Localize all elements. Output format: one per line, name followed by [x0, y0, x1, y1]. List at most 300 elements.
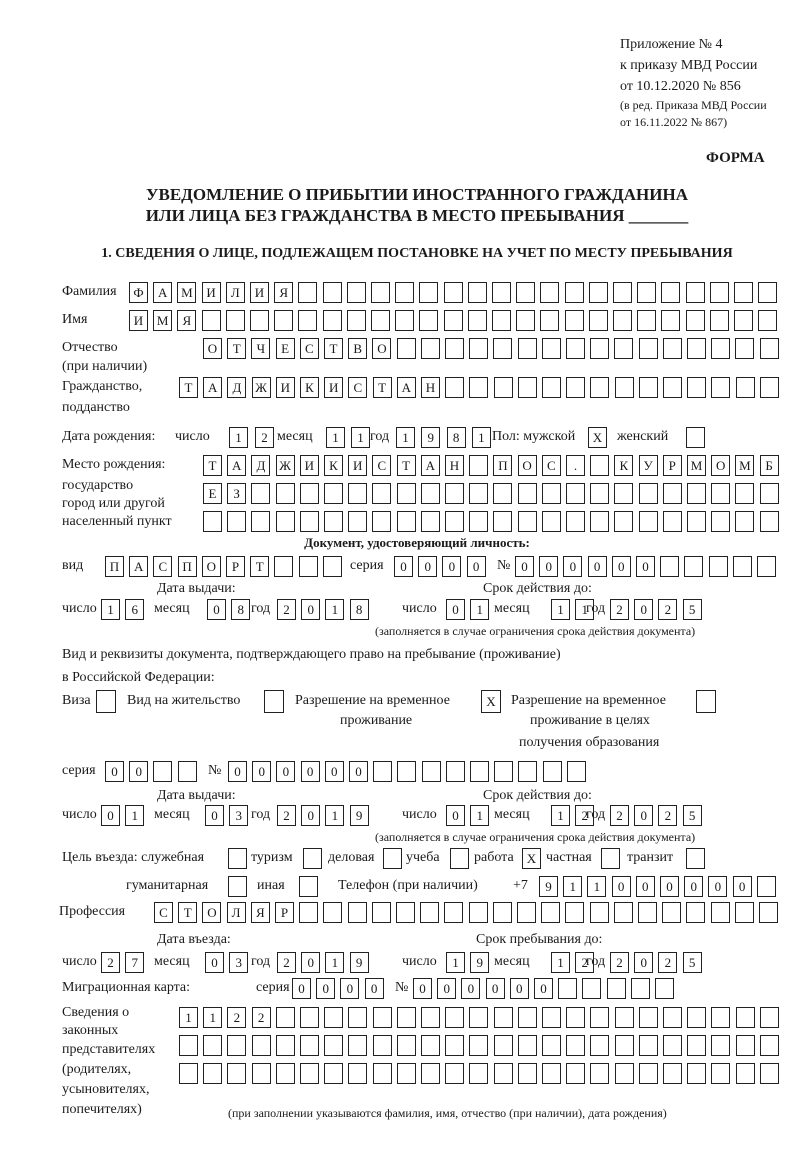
- char-cell[interactable]: М: [687, 455, 706, 476]
- char-cell[interactable]: [203, 1063, 222, 1084]
- char-cell[interactable]: [615, 1007, 634, 1028]
- char-cell[interactable]: 5: [683, 952, 702, 973]
- char-cell[interactable]: [494, 377, 513, 398]
- char-cell[interactable]: [348, 902, 367, 923]
- char-cell[interactable]: [661, 282, 680, 303]
- char-cell[interactable]: [614, 902, 633, 923]
- char-cell[interactable]: [615, 1035, 634, 1056]
- char-cell[interactable]: [711, 1063, 730, 1084]
- char-cell[interactable]: Я: [251, 902, 270, 923]
- checkbox-cell[interactable]: [383, 848, 402, 869]
- char-cell[interactable]: 0: [534, 978, 553, 999]
- char-cell[interactable]: [590, 483, 609, 504]
- char-cell[interactable]: [687, 338, 706, 359]
- char-cell[interactable]: С: [372, 455, 391, 476]
- char-cell[interactable]: [372, 511, 391, 532]
- char-cell[interactable]: [470, 761, 489, 782]
- char-cell[interactable]: [542, 377, 561, 398]
- char-cell[interactable]: 0: [207, 599, 226, 620]
- char-cell[interactable]: 1: [575, 599, 594, 620]
- char-cell[interactable]: [397, 1035, 416, 1056]
- char-cell[interactable]: [203, 511, 222, 532]
- char-cell[interactable]: [373, 761, 392, 782]
- char-cell[interactable]: [639, 511, 658, 532]
- char-cell[interactable]: М: [177, 282, 196, 303]
- char-cell[interactable]: Н: [421, 377, 440, 398]
- char-cell[interactable]: [735, 902, 754, 923]
- char-cell[interactable]: [566, 1035, 585, 1056]
- char-cell[interactable]: П: [178, 556, 197, 577]
- char-cell[interactable]: [227, 1035, 246, 1056]
- char-cell[interactable]: 9: [350, 805, 369, 826]
- char-cell[interactable]: [687, 377, 706, 398]
- char-cell[interactable]: [590, 1007, 609, 1028]
- char-cell[interactable]: [518, 1007, 537, 1028]
- char-cell[interactable]: Т: [203, 455, 222, 476]
- char-cell[interactable]: 0: [446, 599, 465, 620]
- char-cell[interactable]: 0: [316, 978, 335, 999]
- char-cell[interactable]: [492, 310, 511, 331]
- char-cell[interactable]: [566, 1007, 585, 1028]
- char-cell[interactable]: 0: [708, 876, 727, 897]
- char-cell[interactable]: 0: [325, 761, 344, 782]
- char-cell[interactable]: [542, 483, 561, 504]
- char-cell[interactable]: К: [324, 455, 343, 476]
- char-cell[interactable]: [566, 483, 585, 504]
- char-cell[interactable]: [518, 338, 537, 359]
- char-cell[interactable]: [565, 902, 584, 923]
- char-cell[interactable]: [638, 902, 657, 923]
- char-cell[interactable]: В: [348, 338, 367, 359]
- char-cell[interactable]: 1: [325, 952, 344, 973]
- char-cell[interactable]: 6: [125, 599, 144, 620]
- checkbox-cell[interactable]: [303, 848, 322, 869]
- char-cell[interactable]: Д: [227, 377, 246, 398]
- char-cell[interactable]: О: [711, 455, 730, 476]
- char-cell[interactable]: [299, 902, 318, 923]
- char-cell[interactable]: [421, 1007, 440, 1028]
- char-cell[interactable]: А: [203, 377, 222, 398]
- char-cell[interactable]: 0: [733, 876, 752, 897]
- char-cell[interactable]: Т: [227, 338, 246, 359]
- char-cell[interactable]: [615, 1063, 634, 1084]
- char-cell[interactable]: [397, 761, 416, 782]
- char-cell[interactable]: 1: [470, 599, 489, 620]
- char-cell[interactable]: [736, 377, 755, 398]
- char-cell[interactable]: [590, 1063, 609, 1084]
- char-cell[interactable]: [153, 761, 172, 782]
- char-cell[interactable]: [348, 483, 367, 504]
- char-cell[interactable]: Я: [274, 282, 293, 303]
- char-cell[interactable]: [373, 1035, 392, 1056]
- char-cell[interactable]: [734, 310, 753, 331]
- char-cell[interactable]: 0: [634, 599, 653, 620]
- char-cell[interactable]: Ч: [251, 338, 270, 359]
- char-cell[interactable]: [655, 978, 674, 999]
- char-cell[interactable]: 0: [634, 805, 653, 826]
- char-cell[interactable]: [516, 310, 535, 331]
- char-cell[interactable]: [444, 310, 463, 331]
- char-cell[interactable]: [276, 1007, 295, 1028]
- char-cell[interactable]: И: [276, 377, 295, 398]
- char-cell[interactable]: [639, 377, 658, 398]
- char-cell[interactable]: 1: [396, 427, 415, 448]
- char-cell[interactable]: [348, 1035, 367, 1056]
- char-cell[interactable]: [518, 483, 537, 504]
- char-cell[interactable]: 1: [551, 599, 570, 620]
- char-cell[interactable]: [469, 1063, 488, 1084]
- char-cell[interactable]: [469, 1035, 488, 1056]
- char-cell[interactable]: [733, 556, 752, 577]
- char-cell[interactable]: [300, 1063, 319, 1084]
- char-cell[interactable]: [686, 310, 705, 331]
- char-cell[interactable]: И: [300, 455, 319, 476]
- char-cell[interactable]: [637, 282, 656, 303]
- char-cell[interactable]: [518, 761, 537, 782]
- char-cell[interactable]: О: [202, 902, 221, 923]
- char-cell[interactable]: [250, 310, 269, 331]
- char-cell[interactable]: [469, 338, 488, 359]
- char-cell[interactable]: [420, 902, 439, 923]
- char-cell[interactable]: [540, 282, 559, 303]
- char-cell[interactable]: [711, 1035, 730, 1056]
- char-cell[interactable]: [709, 556, 728, 577]
- char-cell[interactable]: 8: [350, 599, 369, 620]
- char-cell[interactable]: 1: [551, 952, 570, 973]
- char-cell[interactable]: Е: [276, 338, 295, 359]
- char-cell[interactable]: Р: [663, 455, 682, 476]
- char-cell[interactable]: [300, 1007, 319, 1028]
- char-cell[interactable]: [276, 1063, 295, 1084]
- char-cell[interactable]: [542, 338, 561, 359]
- char-cell[interactable]: [687, 511, 706, 532]
- char-cell[interactable]: 0: [418, 556, 437, 577]
- char-cell[interactable]: [687, 1007, 706, 1028]
- char-cell[interactable]: [711, 338, 730, 359]
- char-cell[interactable]: [395, 282, 414, 303]
- char-cell[interactable]: [736, 1007, 755, 1028]
- char-cell[interactable]: [614, 483, 633, 504]
- char-cell[interactable]: 0: [684, 876, 703, 897]
- char-cell[interactable]: 0: [486, 978, 505, 999]
- char-cell[interactable]: [494, 1035, 513, 1056]
- char-cell[interactable]: [178, 761, 197, 782]
- char-cell[interactable]: [468, 310, 487, 331]
- char-cell[interactable]: 0: [413, 978, 432, 999]
- char-cell[interactable]: [252, 1063, 271, 1084]
- char-cell[interactable]: [711, 377, 730, 398]
- char-cell[interactable]: Т: [373, 377, 392, 398]
- char-cell[interactable]: [663, 511, 682, 532]
- char-cell[interactable]: 0: [292, 978, 311, 999]
- char-cell[interactable]: И: [348, 455, 367, 476]
- char-cell[interactable]: С: [153, 556, 172, 577]
- char-cell[interactable]: 0: [228, 761, 247, 782]
- char-cell[interactable]: [371, 282, 390, 303]
- char-cell[interactable]: [493, 902, 512, 923]
- checkbox-cell[interactable]: [450, 848, 469, 869]
- char-cell[interactable]: [710, 282, 729, 303]
- char-cell[interactable]: У: [639, 455, 658, 476]
- char-cell[interactable]: 0: [205, 805, 224, 826]
- char-cell[interactable]: [542, 511, 561, 532]
- char-cell[interactable]: [589, 282, 608, 303]
- char-cell[interactable]: 2: [658, 599, 677, 620]
- char-cell[interactable]: [565, 282, 584, 303]
- char-cell[interactable]: 0: [301, 805, 320, 826]
- char-cell[interactable]: С: [154, 902, 173, 923]
- char-cell[interactable]: К: [614, 455, 633, 476]
- char-cell[interactable]: И: [129, 310, 148, 331]
- char-cell[interactable]: [736, 1063, 755, 1084]
- char-cell[interactable]: [445, 377, 464, 398]
- char-cell[interactable]: Я: [177, 310, 196, 331]
- char-cell[interactable]: 7: [125, 952, 144, 973]
- char-cell[interactable]: [300, 511, 319, 532]
- char-cell[interactable]: [469, 511, 488, 532]
- char-cell[interactable]: [661, 310, 680, 331]
- char-cell[interactable]: С: [300, 338, 319, 359]
- char-cell[interactable]: [323, 902, 342, 923]
- char-cell[interactable]: [445, 1063, 464, 1084]
- char-cell[interactable]: 1: [326, 427, 345, 448]
- char-cell[interactable]: [226, 310, 245, 331]
- char-cell[interactable]: 1: [101, 599, 120, 620]
- char-cell[interactable]: [590, 338, 609, 359]
- char-cell[interactable]: 0: [446, 805, 465, 826]
- char-cell[interactable]: [614, 511, 633, 532]
- char-cell[interactable]: Л: [227, 902, 246, 923]
- checkbox-cell[interactable]: [228, 876, 247, 897]
- char-cell[interactable]: [518, 511, 537, 532]
- char-cell[interactable]: [276, 511, 295, 532]
- char-cell[interactable]: [445, 1035, 464, 1056]
- char-cell[interactable]: О: [202, 556, 221, 577]
- char-cell[interactable]: 1: [325, 805, 344, 826]
- char-cell[interactable]: [372, 483, 391, 504]
- char-cell[interactable]: [518, 1035, 537, 1056]
- char-cell[interactable]: 0: [510, 978, 529, 999]
- char-cell[interactable]: [663, 1007, 682, 1028]
- char-cell[interactable]: 0: [252, 761, 271, 782]
- char-cell[interactable]: [421, 511, 440, 532]
- char-cell[interactable]: П: [105, 556, 124, 577]
- char-cell[interactable]: [734, 282, 753, 303]
- char-cell[interactable]: Т: [179, 377, 198, 398]
- char-cell[interactable]: [663, 1063, 682, 1084]
- char-cell[interactable]: [760, 1035, 779, 1056]
- char-cell[interactable]: [639, 1063, 658, 1084]
- char-cell[interactable]: 1: [125, 805, 144, 826]
- char-cell[interactable]: [347, 310, 366, 331]
- char-cell[interactable]: 1: [446, 952, 465, 973]
- char-cell[interactable]: [590, 511, 609, 532]
- char-cell[interactable]: [373, 1063, 392, 1084]
- char-cell[interactable]: 0: [515, 556, 534, 577]
- char-cell[interactable]: [566, 511, 585, 532]
- char-cell[interactable]: [735, 511, 754, 532]
- char-cell[interactable]: П: [493, 455, 512, 476]
- char-cell[interactable]: 2: [101, 952, 120, 973]
- char-cell[interactable]: [607, 978, 626, 999]
- char-cell[interactable]: [348, 1063, 367, 1084]
- char-cell[interactable]: А: [421, 455, 440, 476]
- char-cell[interactable]: 0: [101, 805, 120, 826]
- char-cell[interactable]: [639, 483, 658, 504]
- char-cell[interactable]: [687, 1035, 706, 1056]
- char-cell[interactable]: [639, 1007, 658, 1028]
- char-cell[interactable]: [590, 377, 609, 398]
- char-cell[interactable]: [517, 902, 536, 923]
- char-cell[interactable]: 2: [277, 952, 296, 973]
- char-cell[interactable]: Б: [760, 455, 779, 476]
- char-cell[interactable]: 0: [636, 876, 655, 897]
- char-cell[interactable]: [736, 1035, 755, 1056]
- char-cell[interactable]: [419, 282, 438, 303]
- char-cell[interactable]: Ж: [252, 377, 271, 398]
- char-cell[interactable]: Ж: [276, 455, 295, 476]
- char-cell[interactable]: 0: [437, 978, 456, 999]
- char-cell[interactable]: А: [397, 377, 416, 398]
- char-cell[interactable]: [324, 1007, 343, 1028]
- char-cell[interactable]: [298, 310, 317, 331]
- char-cell[interactable]: [663, 483, 682, 504]
- char-cell[interactable]: [227, 511, 246, 532]
- char-cell[interactable]: [299, 556, 318, 577]
- char-cell[interactable]: [613, 310, 632, 331]
- char-cell[interactable]: [663, 338, 682, 359]
- char-cell[interactable]: 0: [634, 952, 653, 973]
- char-cell[interactable]: [252, 1035, 271, 1056]
- char-cell[interactable]: 0: [588, 556, 607, 577]
- char-cell[interactable]: 0: [365, 978, 384, 999]
- char-cell[interactable]: [760, 338, 779, 359]
- char-cell[interactable]: 1: [351, 427, 370, 448]
- char-cell[interactable]: 9: [350, 952, 369, 973]
- char-cell[interactable]: [397, 1007, 416, 1028]
- char-cell[interactable]: Т: [178, 902, 197, 923]
- char-cell[interactable]: [203, 1035, 222, 1056]
- char-cell[interactable]: [324, 1063, 343, 1084]
- char-cell[interactable]: [687, 483, 706, 504]
- checkbox-cell[interactable]: [601, 848, 620, 869]
- char-cell[interactable]: 1: [325, 599, 344, 620]
- char-cell[interactable]: [541, 902, 560, 923]
- char-cell[interactable]: Е: [203, 483, 222, 504]
- char-cell[interactable]: 9: [421, 427, 440, 448]
- char-cell[interactable]: [469, 902, 488, 923]
- char-cell[interactable]: А: [153, 282, 172, 303]
- char-cell[interactable]: [276, 483, 295, 504]
- char-cell[interactable]: 2: [575, 952, 594, 973]
- char-cell[interactable]: [298, 282, 317, 303]
- char-cell[interactable]: [469, 1007, 488, 1028]
- char-cell[interactable]: [542, 1035, 561, 1056]
- char-cell[interactable]: 3: [229, 805, 248, 826]
- char-cell[interactable]: [686, 282, 705, 303]
- char-cell[interactable]: [494, 1007, 513, 1028]
- char-cell[interactable]: [396, 902, 415, 923]
- char-cell[interactable]: 1: [472, 427, 491, 448]
- char-cell[interactable]: Т: [250, 556, 269, 577]
- char-cell[interactable]: [421, 338, 440, 359]
- char-cell[interactable]: 0: [276, 761, 295, 782]
- char-cell[interactable]: [567, 761, 586, 782]
- char-cell[interactable]: [516, 282, 535, 303]
- char-cell[interactable]: [397, 338, 416, 359]
- char-cell[interactable]: Р: [226, 556, 245, 577]
- char-cell[interactable]: [494, 761, 513, 782]
- char-cell[interactable]: [421, 1035, 440, 1056]
- char-cell[interactable]: 2: [658, 952, 677, 973]
- char-cell[interactable]: [419, 310, 438, 331]
- char-cell[interactable]: [445, 511, 464, 532]
- char-cell[interactable]: [372, 902, 391, 923]
- char-cell[interactable]: [300, 1035, 319, 1056]
- char-cell[interactable]: [590, 1035, 609, 1056]
- char-cell[interactable]: [348, 1007, 367, 1028]
- char-cell[interactable]: 2: [575, 805, 594, 826]
- char-cell[interactable]: [251, 483, 270, 504]
- char-cell[interactable]: [558, 978, 577, 999]
- char-cell[interactable]: 0: [340, 978, 359, 999]
- char-cell[interactable]: [251, 511, 270, 532]
- char-cell[interactable]: 1: [563, 876, 582, 897]
- char-cell[interactable]: [760, 483, 779, 504]
- checkbox-cell[interactable]: [264, 690, 284, 713]
- char-cell[interactable]: 0: [660, 876, 679, 897]
- char-cell[interactable]: [492, 282, 511, 303]
- char-cell[interactable]: [615, 377, 634, 398]
- char-cell[interactable]: Р: [275, 902, 294, 923]
- char-cell[interactable]: 9: [470, 952, 489, 973]
- char-cell[interactable]: Л: [226, 282, 245, 303]
- char-cell[interactable]: [540, 310, 559, 331]
- char-cell[interactable]: 2: [658, 805, 677, 826]
- char-cell[interactable]: 0: [467, 556, 486, 577]
- char-cell[interactable]: И: [324, 377, 343, 398]
- char-cell[interactable]: 2: [610, 952, 629, 973]
- char-cell[interactable]: [757, 876, 776, 897]
- char-cell[interactable]: [445, 1007, 464, 1028]
- char-cell[interactable]: [518, 377, 537, 398]
- char-cell[interactable]: 0: [461, 978, 480, 999]
- char-cell[interactable]: [276, 1035, 295, 1056]
- checkbox-cell[interactable]: [686, 848, 705, 869]
- char-cell[interactable]: 0: [301, 952, 320, 973]
- char-cell[interactable]: [324, 511, 343, 532]
- char-cell[interactable]: 0: [205, 952, 224, 973]
- char-cell[interactable]: [566, 1063, 585, 1084]
- char-cell[interactable]: 2: [610, 599, 629, 620]
- char-cell[interactable]: [639, 1035, 658, 1056]
- char-cell[interactable]: [323, 310, 342, 331]
- char-cell[interactable]: О: [203, 338, 222, 359]
- char-cell[interactable]: 0: [394, 556, 413, 577]
- char-cell[interactable]: 2: [255, 427, 274, 448]
- char-cell[interactable]: 1: [587, 876, 606, 897]
- char-cell[interactable]: [348, 511, 367, 532]
- char-cell[interactable]: [324, 1035, 343, 1056]
- char-cell[interactable]: [493, 483, 512, 504]
- char-cell[interactable]: [202, 310, 221, 331]
- char-cell[interactable]: [274, 556, 293, 577]
- char-cell[interactable]: [711, 483, 730, 504]
- char-cell[interactable]: [300, 483, 319, 504]
- char-cell[interactable]: [711, 902, 730, 923]
- char-cell[interactable]: [565, 310, 584, 331]
- char-cell[interactable]: [735, 338, 754, 359]
